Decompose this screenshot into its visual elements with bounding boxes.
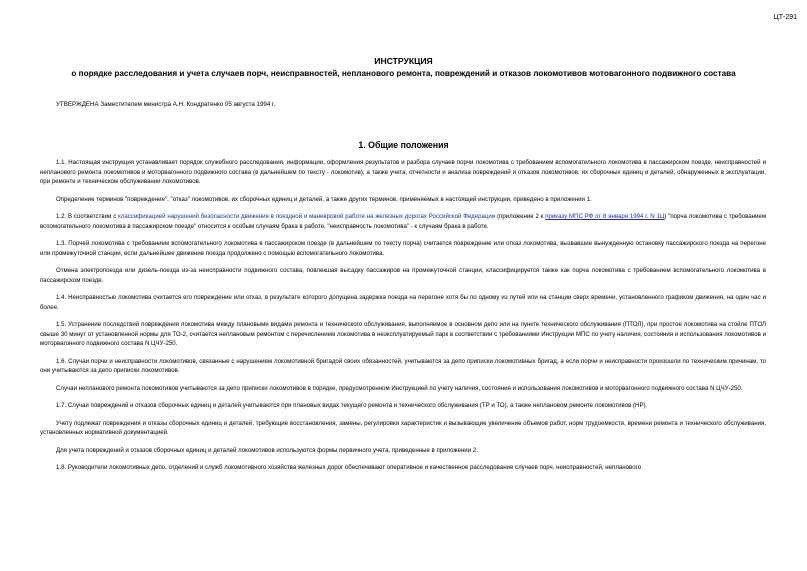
paragraph-1-6: 1.6. Случаи порчи и неисправности локомотивов, связанные с нарушением локомотивной бригадой своих обязанностей, учитываются за депо приписки локомотивных бригад, а если порчи и неисправности произошли по техническим причинам, то они учитываются за депо приписки локомотивов.	[40, 357, 766, 374]
section-heading: 1. Общие положения	[358, 140, 449, 150]
paragraph-accounting: Учету подлежат повреждения и отказы сборочных единиц и деталей, требующие восстановления, замены, регулировки характеристик и вызывающие увеличение объемов работ, норм трудоемкости, времени ремонта и технического обслуживания, установленных нормативной документацией.	[40, 419, 766, 436]
order-link[interactable]: приказу МПС РФ от 8 января 1994 г. N 1Ц	[545, 213, 665, 220]
paragraph-1-2	[40, 212, 766, 231]
paragraph-unplanned-repair: Случаи непланового ремонта локомотивов учитываются за депо приписки локомотивов в порядке, предусмотренном Инструкцией по учету наличия, состояния и использования локомотивов и моторвагонного подвижного состава N ЦЧУ-250.	[56, 384, 743, 392]
paragraph-terms: Определение терминов "повреждение", "отказ" локомотивов, их сборочных единиц и деталей, а также других терминов, применяемых в настоящей инструкции, приведено в приложении 1.	[56, 195, 592, 203]
paragraph-1-8: 1.8. Руководители локомотивных депо, отделений и служб локомотивного хозяйства железных дорог обеспечивают оперативное и качественное расследование случаев порч, неисправностей, непланового	[56, 464, 642, 471]
paragraph-1-2-end: ) "порча локомотива с требованием вспомогательного локомотива в пассажирском поезде" относится к особым случаям брака в работе, "неисправность локомотива" - к случаям брака в работе.	[40, 213, 767, 230]
approval-line: УТВЕРЖДЕНА Заместителем министра А.Н. Кондратенко 05 августа 1994 г.	[56, 101, 276, 108]
paragraph-1-7: 1.7. Случаи повреждений и отказов сборочных единиц и деталей учитываются при плановых видах текущего ремонта и технического обслуживания (ТР и ТО), а также неплановом ремонте локомотивов (НР).	[56, 402, 648, 409]
document-body	[40, 158, 766, 481]
paragraph-1-4: 1.4. Неисправностью локомотива считается его повреждение или отказ, в результате которого допущена задержка поезда на перегоне хотя бы по одному из путей или на станции сверх времени, установленного графиком движения, на один час и более.	[40, 294, 766, 311]
document-title: ИНСТРУКЦИЯ	[374, 56, 433, 66]
classification-link[interactable]: классификацией нарушений безопасности движения в поездной и маневровой работе на железных дорогах Российской Федерации	[118, 213, 496, 220]
document-subtitle: о порядке расследования и учета случаев порч, неисправностей, непланового ремонта, повреждений и отказов локомотивов мотовагонного подвижного состава	[71, 69, 736, 78]
document-code: ЦТ-291	[773, 14, 797, 21]
paragraph-1-2-mid: (приложение 2 к	[495, 213, 546, 220]
paragraph-forms: Для учета повреждений и отказов сборочных единиц и деталей локомотивов используются формы первичного учета, приведенные в приложении 2.	[56, 446, 478, 454]
paragraph-1-1: 1.1. Настоящая инструкция устанавливает порядок служебного расследования, информации, оформления результатов и разбора случаев порчи локомотива с требованием вспомогательного локомотива в пассажирском поезде, неисправностей и непланового ремонта локомотивов и моторвагонного подвижного состава (в дальнейшем по тексту - локомотив), а также учета, отчетности и анализа повреждений и отказов локомотивов, их сборочных единиц и деталей, обнаруженных в эксплуатации, при ремонте и техническом обслуживании локомотивов.	[40, 159, 766, 185]
paragraph-cancellation: Отмена электропоезда или дизель-поезда из-за неисправности подвижного состава, повлекшая высадку пассажиров на промежуточной станции, классифицируется также как порча локомотива с требованием вспомогательного локомотива в пассажирском поезде.	[40, 267, 766, 284]
paragraph-1-5: 1.5. Устранение последствий повреждения локомотива между плановыми видами ремонта и технического обслуживания, выполняемое в основном депо или на пункте технического обслуживания (ПТОЛ), при простое локомотива на стойле ПТОЛ свыше 30 минут от установленной нормы для ТО-2, считается неплановым ремонтом с перечислением локомотива в неэксплуатируемый парк в соответствии с требованиями Инструкции МПС по учету наличия, состояния и использования локомотивов и моторвагонного подвижного состава N ЦЧУ-250.	[40, 321, 766, 347]
paragraph-1-2-start: 1.2. В соответствии с	[56, 213, 119, 220]
paragraph-1-3: 1.3. Порчей локомотива с требованием вспомогательного локомотива в пассажирском поезде (в дальнейшем по тексту порча) считается повреждение или отказ локомотива, вызвавшие вынужденную остановку пассажирского поезда на перегоне или промежуточной станции, если дальнейшее движение поезда продолжено с помощью вспомогательного локомотива.	[40, 240, 766, 257]
